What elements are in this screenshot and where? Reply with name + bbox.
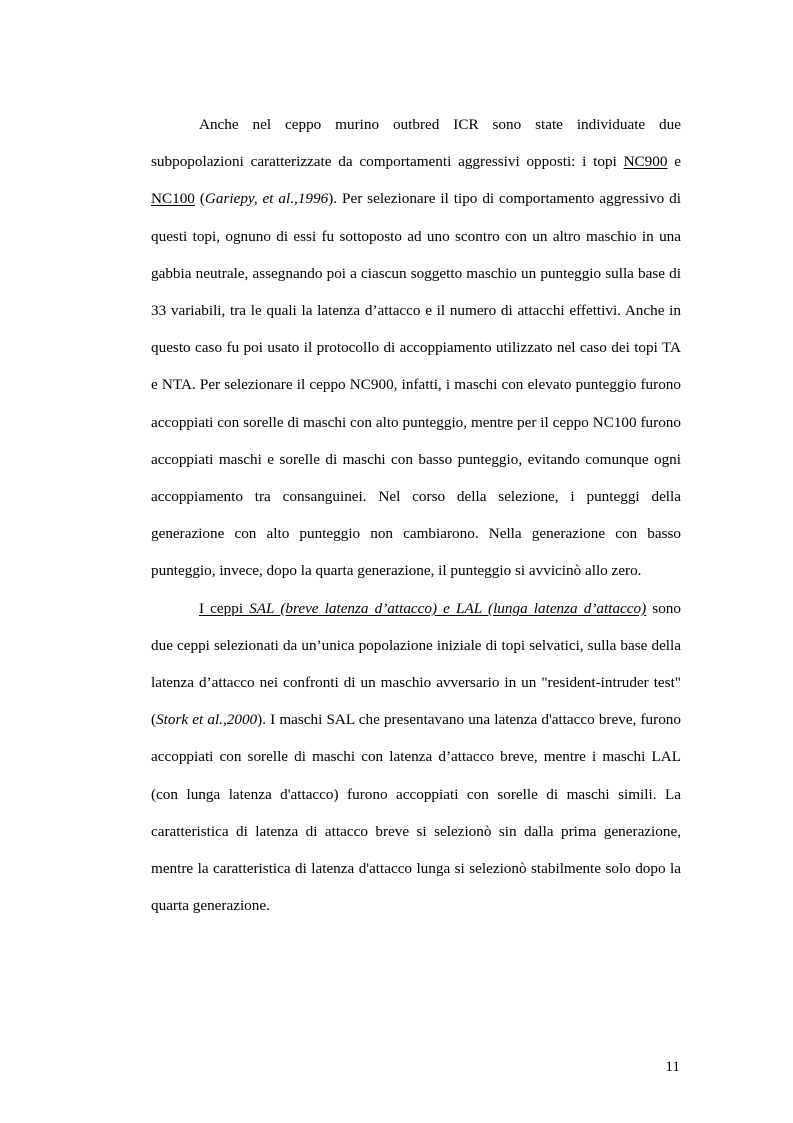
ceppo-nc900-label: NC900 <box>623 153 668 171</box>
paragraph-sal-lal <box>151 590 681 925</box>
text-segment: ). I maschi SAL che presentavano una latenza d'attacco breve, furono accoppiati con sorelle di maschi con latenza d’attacco breve, mentre i maschi LAL (con lunga latenza d'attacco) furono accoppiati con sorelle di maschi simili. La caratteristica di latenza di attacco breve si selezionò sin dalla prima generazione, mentre la caratteristica di latenza d'attacco lunga si selezionò stabilmente solo dopo la quarta generazione. <box>151 711 681 915</box>
citation-stork: Stork et al.,2000 <box>156 711 258 729</box>
page-number: 11 <box>665 1058 680 1075</box>
text-segment: ( <box>194 190 205 208</box>
ceppo-nc100-label: NC100 <box>151 190 195 208</box>
text-segment: Anche nel ceppo murino outbred ICR sono state individuate due subpopolazioni caratterizzate da comportamenti aggressivi opposti: i topi <box>151 116 681 171</box>
document-body <box>151 106 681 924</box>
text-segment: e <box>667 153 681 171</box>
ceppi-sal-lal-label: SAL (breve latenza d’attacco) e LAL (lunga latenza d’attacco) <box>249 599 647 617</box>
citation-gariepy: Gariepy, et al.,1996 <box>204 190 329 208</box>
text-segment: sono due ceppi selezionati da un’unica popolazione iniziale di topi selvatici, sulla base della latenza d’attacco nei confronti di un maschio avversario in un "resident-intruder test" ( <box>151 599 681 729</box>
text-segment: ). Per selezionare il tipo di comportamento aggressivo di questi topi, ognuno di essi fu sottoposto ad uno scontro con un altro maschio in una gabbia neutrale, assegnando poi a ciascun soggetto maschio un punteggio sulla base di 33 variabili, tra le quali la latenza d’attacco e il numero di attacchi effettivi. Anche in questo caso fu poi usato il protocollo di accoppiamento utilizzato nel caso dei topi TA e NTA. Per selezionare il ceppo NC900, infatti, i maschi con elevato punteggio furono accoppiati con sorelle di maschi con alto punteggio, mentre per il ceppo NC100 furono accoppiati maschi e sorelle di maschi con basso punteggio, evitando comunque ogni accoppiamento tra consanguinei. Nel corso della selezione, i punteggi della generazione con alto punteggio non cambiarono. Nella generazione con basso punteggio, invece, dopo la quarta generazione, il punteggio si avvicinò allo zero. <box>151 190 682 580</box>
section-lead-underlined: I ceppi <box>199 599 250 617</box>
paragraph-icr-ceppo <box>151 106 681 590</box>
